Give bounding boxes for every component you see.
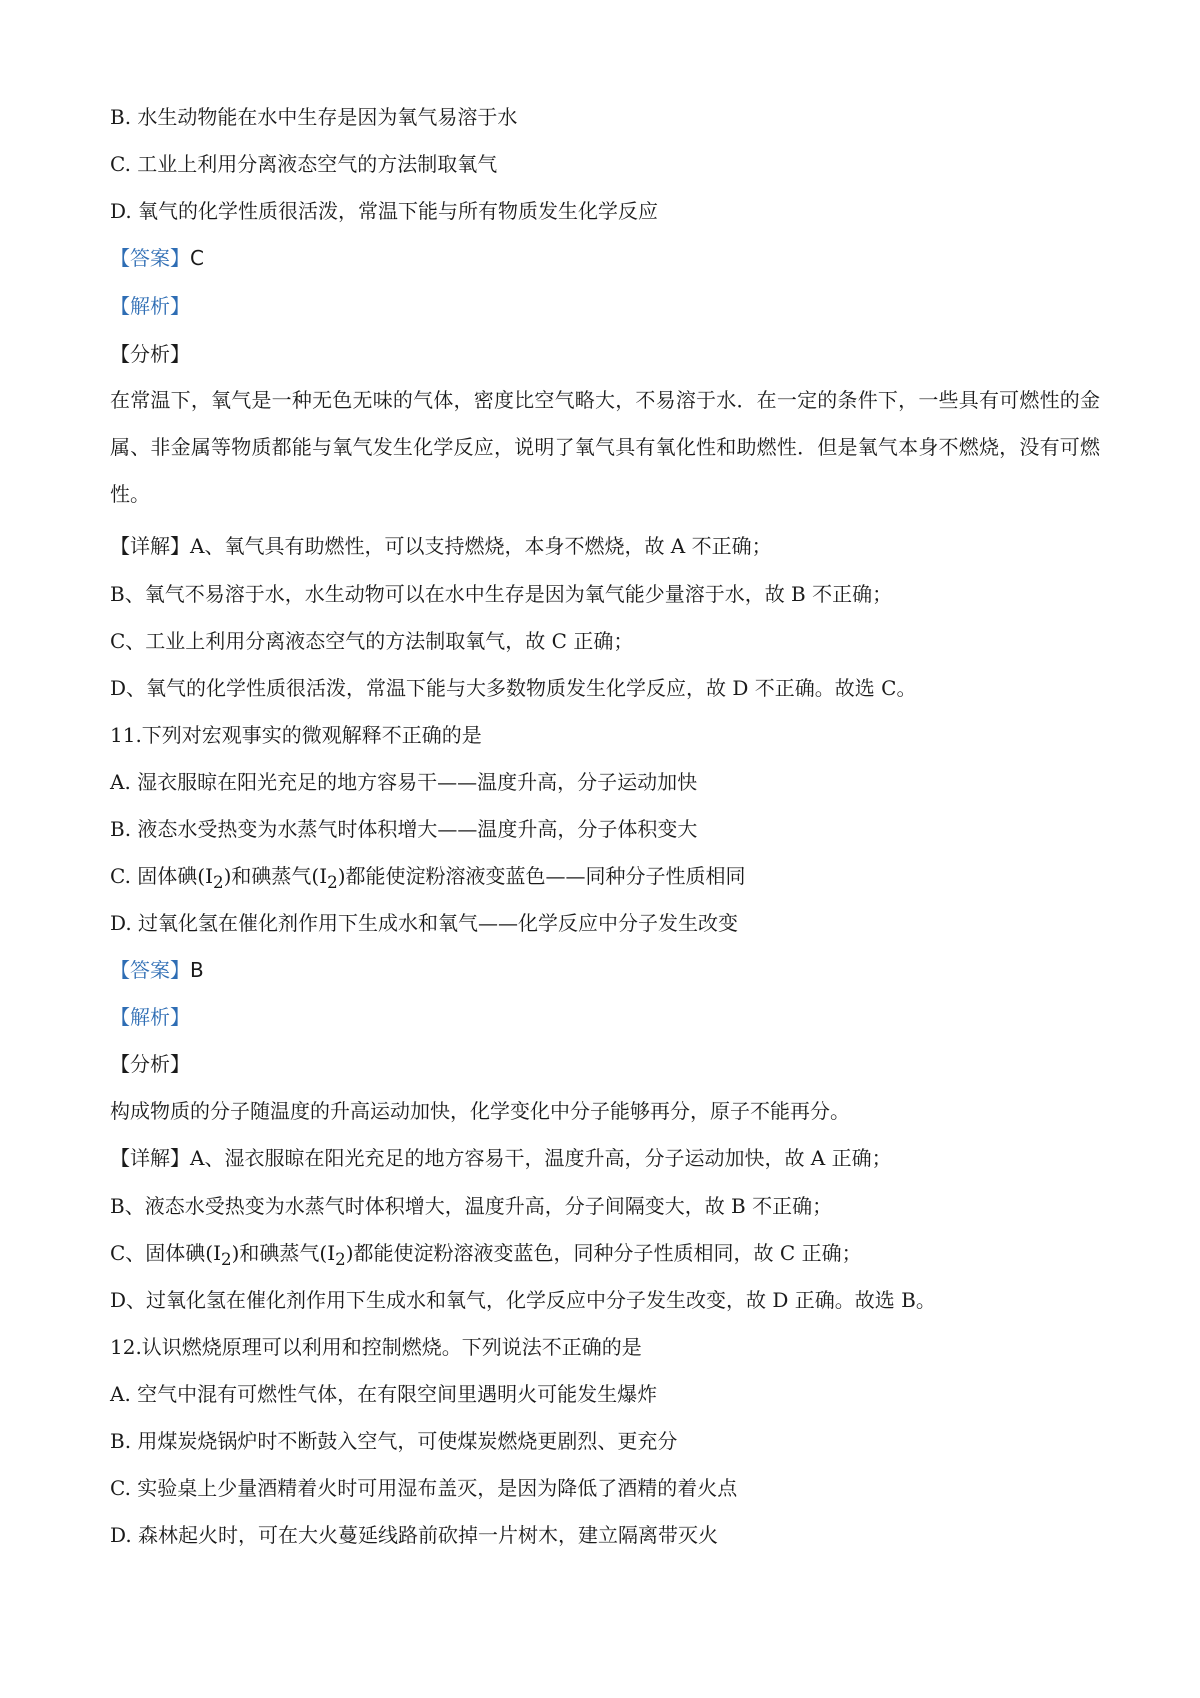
q11-option-b: B. 液态水受热变为水蒸气时体积增大——温度升高，分子体积变大 [110, 817, 698, 841]
subscript-2: 2 [213, 873, 224, 892]
q11-detail-c-part2: )和碘蒸气(I [231, 1241, 336, 1265]
q10-analysis-tag: 【解析】 [110, 294, 190, 318]
q10-option-c: C. 工业上利用分离液态空气的方法制取氧气 [110, 152, 498, 176]
q11-option-d: D. 过氧化氢在催化剂作用下生成水和氧气——化学反应中分子发生改变 [110, 911, 739, 935]
q11-stem: 11.下列对宏观事实的微观解释不正确的是 [110, 723, 482, 747]
q11-analysis-tag: 【解析】 [110, 1005, 190, 1029]
q11-option-a: A. 湿衣服晾在阳光充足的地方容易干——温度升高，分子运动加快 [110, 770, 698, 794]
q12-option-d: D. 森林起火时，可在大火蔓延线路前砍掉一片树木，建立隔离带灭火 [110, 1523, 719, 1547]
q10-answer-line [110, 244, 204, 272]
q11-fenxi-text: 构成物质的分子随温度的升高运动加快，化学变化中分子能够再分，原子不能再分。 [110, 1099, 850, 1123]
subscript-2: 2 [335, 1250, 346, 1269]
answer-value: B [190, 958, 204, 982]
q10-detail-d: D、氧气的化学性质很活泼，常温下能与大多数物质发生化学反应，故 D 不正确。故选 C。 [110, 676, 917, 700]
q11-detail-b: B、液态水受热变为水蒸气时体积增大，温度升高，分子间隔变大，故 B 不正确； [110, 1194, 833, 1218]
q10-fenxi-text: 在常温下，氧气是一种无色无味的气体，密度比空气略大，不易溶于水．在一定的条件下，一些具有可燃性的金属、非金属等物质都能与氧气发生化学反应，说明了氧气具有氧化性和助燃性．但是氧气本身不燃烧，没有可燃性。 [110, 388, 1100, 506]
answer-tag: 【答案】 [110, 246, 190, 270]
q10-detail-c: C、工业上利用分离液态空气的方法制取氧气，故 C 正确； [110, 629, 634, 653]
subscript-2: 2 [327, 873, 338, 892]
q11-detail-c-part1: C、固体碘(I [110, 1241, 222, 1265]
answer-tag: 【答案】 [110, 958, 190, 982]
q11-detail-d: D、过氧化氢在催化剂作用下生成水和氧气，化学反应中分子发生改变，故 D 正确。故选 B。 [110, 1288, 936, 1312]
answer-value: C [190, 246, 204, 270]
q10-detail-b: B、氧气不易溶于水，水生动物可以在水中生存是因为氧气能少量溶于水，故 B 不正确； [110, 582, 893, 606]
q11-option-c [110, 862, 746, 897]
q10-option-d: D. 氧气的化学性质很活泼，常温下能与所有物质发生化学反应 [110, 199, 659, 223]
q11-option-c-part2: )和碘蒸气(I [223, 864, 328, 888]
q10-detail-a: 【详解】A、氧气具有助燃性，可以支持燃烧，本身不燃烧，故 A 不正确； [110, 534, 772, 558]
q10-option-b: B. 水生动物能在水中生存是因为氧气易溶于水 [110, 105, 518, 129]
q12-option-a: A. 空气中混有可燃性气体，在有限空间里遇明火可能发生爆炸 [110, 1382, 658, 1406]
subscript-2: 2 [221, 1250, 232, 1269]
q12-option-c: C. 实验桌上少量酒精着火时可用湿布盖灭，是因为降低了酒精的着火点 [110, 1476, 738, 1500]
q11-option-c-part1: C. 固体碘(I [110, 864, 214, 888]
q11-fenxi-tag: 【分析】 [110, 1052, 190, 1076]
q11-answer-line [110, 956, 204, 984]
q11-detail-c-part3: )都能使淀粉溶液变蓝色，同种分子性质相同，故 C 正确； [345, 1241, 862, 1265]
q11-detail-a: 【详解】A、湿衣服晾在阳光充足的地方容易干，温度升高，分子运动加快，故 A 正确； [110, 1146, 892, 1170]
q11-option-c-part3: )都能使淀粉溶液变蓝色——同种分子性质相同 [337, 864, 746, 888]
q10-fenxi-tag: 【分析】 [110, 342, 190, 366]
q11-detail-c [110, 1239, 862, 1274]
q12-option-b: B. 用煤炭烧锅炉时不断鼓入空气，可使煤炭燃烧更剧烈、更充分 [110, 1429, 678, 1453]
q12-stem: 12.认识燃烧原理可以利用和控制燃烧。下列说法不正确的是 [110, 1335, 642, 1359]
